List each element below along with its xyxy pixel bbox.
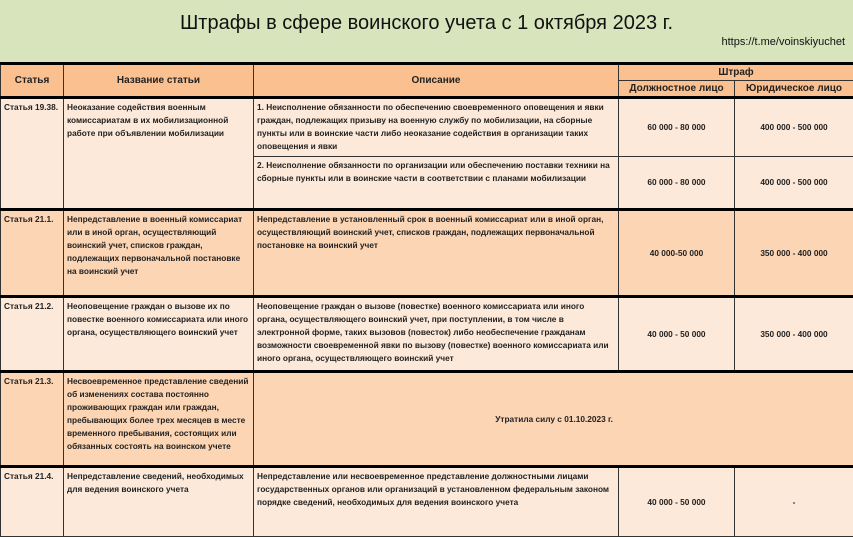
col-article: Статья — [1, 64, 64, 98]
article-cell: Статья 21.2. — [1, 297, 64, 372]
description-cell: 2. Неисполнение обязанности по организации или обеспечению поставки техники на сборные пункты или в воинские части в соответствии с планами мобилизации — [254, 157, 619, 210]
col-legal: Юридическое лицо — [735, 81, 853, 98]
article-cell: Статья 21.3. — [1, 372, 64, 467]
col-official: Должностное лицо — [619, 81, 735, 98]
official-fine-cell: 40 000 - 50 000 — [619, 297, 735, 372]
table-row — [1, 297, 853, 372]
title-banner — [0, 0, 853, 62]
article-cell: Статья 19.38. — [1, 98, 64, 210]
name-cell: Непредставление в военный комиссариат или в иной орган, осуществляющий воинский учет, списков граждан, подлежащих первоначальной постановке на воинский учет — [64, 210, 254, 297]
description-cell: Неоповещение граждан о вызове (повестке) военного комиссариата или иного органа, осуществляющего воинский учет, при поступлении, в том числе в электронной форме, таких вызовов (повесток) либо необеспечение гражданам возможности своевременной явки по вызову (повестке) военного комиссариата или иного органа, осуществляющего воинский учет — [254, 297, 619, 372]
table-row — [1, 467, 853, 537]
legal-fine-cell: - — [735, 467, 853, 537]
official-fine-cell: 60 000 - 80 000 — [619, 98, 735, 157]
official-fine-cell: 60 000 - 80 000 — [619, 157, 735, 210]
repealed-note: Утратила силу с 01.10.2023 г. — [254, 372, 853, 467]
channel-link[interactable]: https://t.me/voinskiyuchet — [722, 36, 846, 48]
fines-table — [0, 62, 853, 537]
name-cell: Несвоевременное представление сведений об изменениях состава постоянно проживающих граждан или граждан, пребывающих более трех месяцев в месте временного пребывания, состоящих или обязанных состоять на воинском учете — [64, 372, 254, 467]
legal-fine-cell: 400 000 - 500 000 — [735, 98, 853, 157]
name-cell: Непредставление сведений, необходимых для ведения воинского учета — [64, 467, 254, 537]
official-fine-cell: 40 000-50 000 — [619, 210, 735, 297]
description-cell: Непредставление в установленный срок в военный комиссариат или в иной орган, осуществляющий воинский учет, списков граждан, подлежащих первоначальной постановке на воинский учет — [254, 210, 619, 297]
page-title: Штрафы в сфере воинского учета с 1 октября 2023 г. — [0, 12, 853, 35]
legal-fine-cell: 350 000 - 400 000 — [735, 297, 853, 372]
description-cell: 1. Неисполнение обязанности по обеспечению своевременного оповещения и явки граждан, подлежащих призыву на военную службу по мобилизации, на сборные пункты или в воинские части либо неоказание содействия в организации таких оповещения и явки — [254, 98, 619, 157]
official-fine-cell: 40 000 - 50 000 — [619, 467, 735, 537]
article-cell: Статья 21.4. — [1, 467, 64, 537]
col-description: Описание — [254, 64, 619, 98]
table-row — [1, 372, 853, 467]
legal-fine-cell: 400 000 - 500 000 — [735, 157, 853, 210]
table-row — [1, 98, 853, 157]
name-cell: Неоказание содействия военным комиссариатам в их мобилизационной работе при объявлении мобилизации — [64, 98, 254, 210]
legal-fine-cell: 350 000 - 400 000 — [735, 210, 853, 297]
description-cell: Непредставление или несвоевременное представление должностными лицами государственных органов или организаций в установленном федеральным законом порядке сведений, необходимых для ведения воинского учета — [254, 467, 619, 537]
article-cell: Статья 21.1. — [1, 210, 64, 297]
table-row — [1, 210, 853, 297]
name-cell: Неоповещение граждан о вызове их по повестке военного комиссариата или иного органа, осуществляющего воинский учет — [64, 297, 254, 372]
col-fine: Штраф — [619, 64, 853, 81]
col-name: Название статьи — [64, 64, 254, 98]
